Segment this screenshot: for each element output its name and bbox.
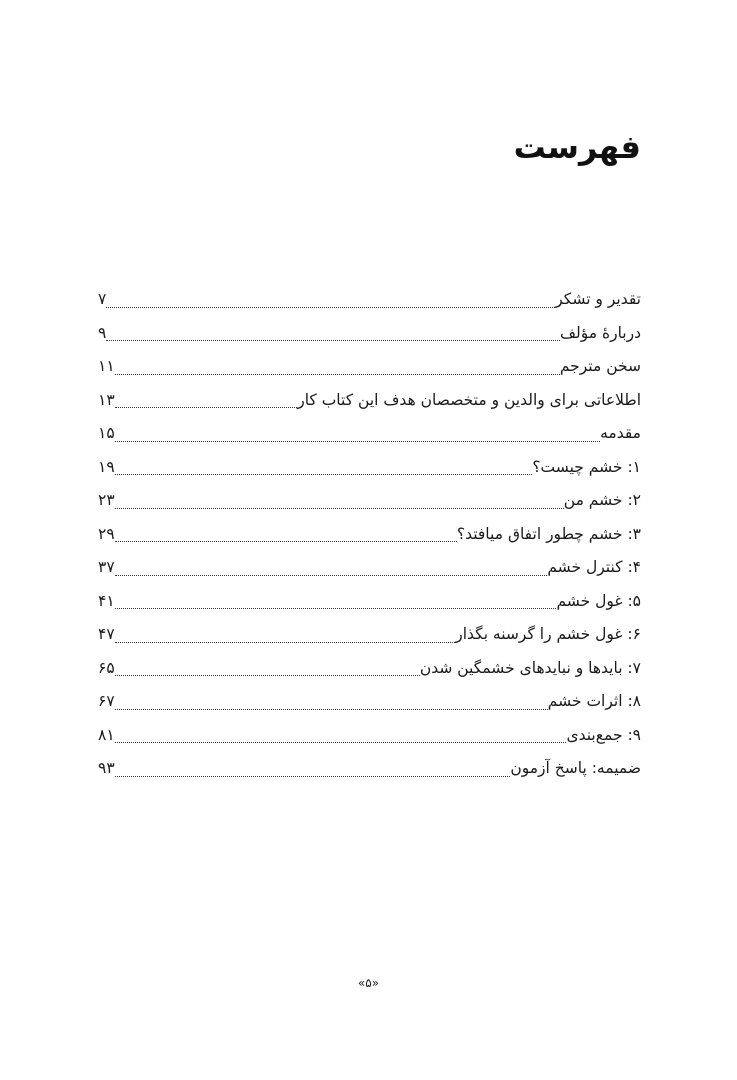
toc-entry-title: ۵: غول خشم	[556, 591, 641, 610]
toc-entry-title: ۳: خشم چطور اتفاق میافتد؟	[456, 524, 641, 543]
toc-entry-title: تقدیر و تشکر	[555, 290, 641, 308]
toc-entry	[98, 719, 641, 753]
toc-entry-page: ۹	[98, 323, 107, 342]
toc-entry-title: سخن مترجم	[559, 357, 641, 375]
toc-entry	[98, 551, 641, 585]
toc-entry-title: ۱: خشم چیست؟	[532, 457, 641, 476]
page-title: فهرست	[513, 128, 641, 166]
toc-entry	[98, 585, 641, 619]
toc-entry	[98, 451, 641, 485]
toc-entry-title: ۴: کنترل خشم	[547, 558, 641, 576]
dot-leader	[115, 463, 533, 479]
toc-entry	[98, 417, 641, 451]
toc-entry	[98, 518, 641, 552]
dot-leader	[106, 295, 555, 311]
toc-entry-title: مقدمه	[600, 424, 641, 442]
toc-entry-page: ۲۹	[98, 524, 115, 543]
dot-leader	[115, 664, 420, 680]
toc-entry-title: دربارۀ مؤلف	[559, 323, 641, 342]
dot-leader	[115, 530, 457, 546]
toc-entry-page: ۷	[98, 290, 107, 308]
toc-entry	[98, 283, 641, 317]
toc-entry	[98, 317, 641, 351]
toc-entry-page: ۱۳	[98, 390, 115, 409]
toc-entry-title: ۸: اثرات خشم	[547, 692, 641, 710]
table-of-contents	[98, 283, 641, 786]
toc-entry-page: ۶۷	[98, 692, 115, 710]
toc-entry-page: ۱۵	[98, 424, 115, 442]
dot-leader	[115, 630, 456, 646]
toc-entry	[98, 484, 641, 518]
toc-entry-page: ۹۳	[98, 759, 115, 777]
toc-entry-page: ۴۱	[98, 591, 115, 610]
toc-entry-title: ۹: جمع‌بندی	[566, 725, 641, 744]
toc-entry	[98, 752, 641, 786]
toc-entry-page: ۶۵	[98, 658, 115, 677]
toc-entry-title: ضمیمه: پاسخ آزمون	[510, 759, 641, 777]
toc-entry	[98, 618, 641, 652]
toc-entry-title: ۶: غول خشم را گرسنه بگذار	[455, 625, 641, 643]
dot-leader	[115, 496, 564, 512]
toc-entry-title: اطلاعاتی برای والدین و متخصصان هدف این کتاب کار	[297, 390, 641, 409]
dot-leader	[106, 329, 560, 345]
toc-entry-title: ۷: بایدها و نبایدهای خشمگین شدن	[419, 658, 641, 677]
dot-leader	[115, 697, 548, 713]
dot-leader	[115, 429, 600, 445]
toc-entry	[98, 350, 641, 384]
dot-leader	[115, 362, 560, 378]
toc-entry-page: ۱۱	[98, 357, 115, 375]
dot-leader	[115, 597, 557, 613]
toc-entry	[98, 652, 641, 686]
toc-entry	[98, 384, 641, 418]
dot-leader	[115, 731, 567, 747]
toc-entry	[98, 685, 641, 719]
toc-entry-page: ۴۷	[98, 625, 115, 643]
page-number: «۵»	[357, 976, 380, 990]
toc-entry-page: ۳۷	[98, 558, 115, 576]
dot-leader	[115, 396, 298, 412]
dot-leader	[115, 563, 548, 579]
dot-leader	[115, 764, 511, 780]
toc-entry-page: ۱۹	[98, 457, 115, 476]
toc-entry-title: ۲: خشم من	[563, 491, 641, 509]
toc-entry-page: ۲۳	[98, 491, 115, 509]
toc-entry-page: ۸۱	[98, 725, 115, 744]
